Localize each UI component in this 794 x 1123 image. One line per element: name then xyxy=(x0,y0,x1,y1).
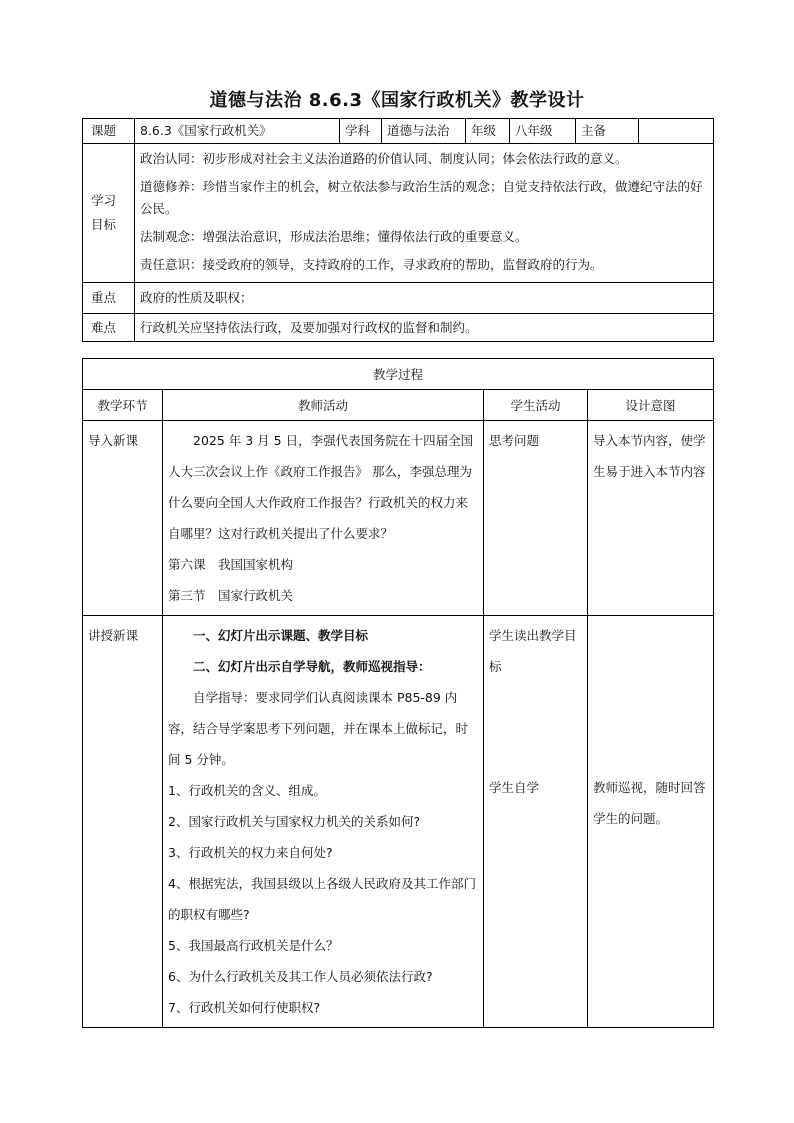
student-activity-self-study: 学生自学 xyxy=(489,780,540,795)
intro-paragraph: 2025 年 3 月 5 日，李强代表国务院在十四届全国人大三次会议上作《政府工作报告》 那么，李强总理为什么要向全国人大作政府工作报告？行政机关的权力来自哪里？这对行政机关提出了什么要求？ xyxy=(168,433,474,541)
design-intent-text: 教师巡视，随时回答学生的问题。 xyxy=(593,780,706,826)
step-title: 二、幻灯片出示自学导航，教师巡视指导： xyxy=(193,659,431,674)
objective-item: 政治认同：初步形成对社会主义法治道路的价值认同、制度认同；体会依法行政的意义。 xyxy=(140,151,628,166)
topic-value: 8.6.3《国家行政机关》 xyxy=(135,119,340,144)
spacer xyxy=(593,620,708,772)
subject-label: 学科 xyxy=(340,119,382,144)
topic-label: 课题 xyxy=(83,119,135,144)
column-header: 学生活动 xyxy=(484,390,588,421)
grade-label: 年级 xyxy=(466,119,510,144)
key-point-label: 重点 xyxy=(83,283,135,314)
question-item: 1、行政机关的含义、组成。 xyxy=(168,783,326,798)
design-intent-new xyxy=(588,616,714,1028)
section-title: 第三节 国家行政机关 xyxy=(168,588,294,603)
teacher-activity-intro xyxy=(163,421,484,616)
question-item: 4、根据宪法，我国县级以上各级人民政府及其工作部门的职权有哪些? xyxy=(168,876,476,922)
question-item: 7、行政机关如何行使职权? xyxy=(168,1000,321,1015)
new-lesson-row xyxy=(83,616,714,1028)
difficult-point-value: 行政机关应坚持依法行政，及要加强对行政权的监督和制约。 xyxy=(135,314,714,342)
teaching-process-table xyxy=(82,358,714,1028)
document-title: 道德与法治 8.6.3《国家行政机关》教学设计 xyxy=(209,90,585,111)
objectives-cell xyxy=(135,144,714,283)
process-heading-row xyxy=(83,359,714,390)
key-point-value: 政府的性质及职权； xyxy=(135,283,714,314)
spacer xyxy=(489,682,582,772)
objective-item: 责任意识：接受政府的领导，支持政府的工作，寻求政府的帮助，监督政府的行为。 xyxy=(140,257,603,272)
topic-row xyxy=(83,119,714,144)
stage-new-lesson: 讲授新课 xyxy=(83,616,163,1028)
grade-value: 八年级 xyxy=(510,119,576,144)
column-header: 设计意图 xyxy=(588,390,714,421)
subject-value: 道德与法治 xyxy=(382,119,466,144)
objectives-label: 学习目标 xyxy=(83,144,135,283)
student-activity-read-goals: 学生读出教学目标 xyxy=(489,628,577,674)
difficult-point-label: 难点 xyxy=(83,314,135,342)
student-activity-intro: 思考问题 xyxy=(484,421,588,616)
student-activity-new xyxy=(484,616,588,1028)
lesson-info-table xyxy=(82,118,714,342)
process-columns-row xyxy=(83,390,714,421)
design-intent-intro: 导入本节内容，使学生易于进入本节内容 xyxy=(588,421,714,616)
question-item: 2、国家行政机关与国家权力机关的关系如何? xyxy=(168,814,421,829)
key-point-row xyxy=(83,283,714,314)
objective-item: 道德修养：珍惜当家作主的机会，树立依法参与政治生活的观念；自觉支持依法行政，做遵纪守法的好公民。 xyxy=(140,179,703,216)
process-heading: 教学过程 xyxy=(83,359,714,390)
objectives-row xyxy=(83,144,714,283)
lead-value xyxy=(639,119,714,144)
step-title: 一、幻灯片出示课题、教学目标 xyxy=(193,628,369,643)
self-study-guide: 自学指导：要求同学们认真阅读课本 P85-89 内容，结合导学案思考下列问题，并在课本上做标记，时间 5 分钟。 xyxy=(168,690,469,767)
objective-item: 法制观念：增强法治意识，形成法治思维；懂得依法行政的重要意义。 xyxy=(140,229,528,244)
column-header: 教学环节 xyxy=(83,390,163,421)
question-item: 5、我国最高行政机关是什么？ xyxy=(168,938,339,953)
difficult-point-row xyxy=(83,314,714,342)
question-item: 3、行政机关的权力来自何处? xyxy=(168,845,333,860)
column-header: 教师活动 xyxy=(163,390,484,421)
lead-label: 主备 xyxy=(576,119,639,144)
lesson-title: 第六课 我国国家机构 xyxy=(168,557,294,572)
question-item: 6、为什么行政机关及其工作人员必须依法行政? xyxy=(168,969,433,984)
intro-row xyxy=(83,421,714,616)
stage-intro: 导入新课 xyxy=(83,421,163,616)
teacher-activity-new xyxy=(163,616,484,1028)
